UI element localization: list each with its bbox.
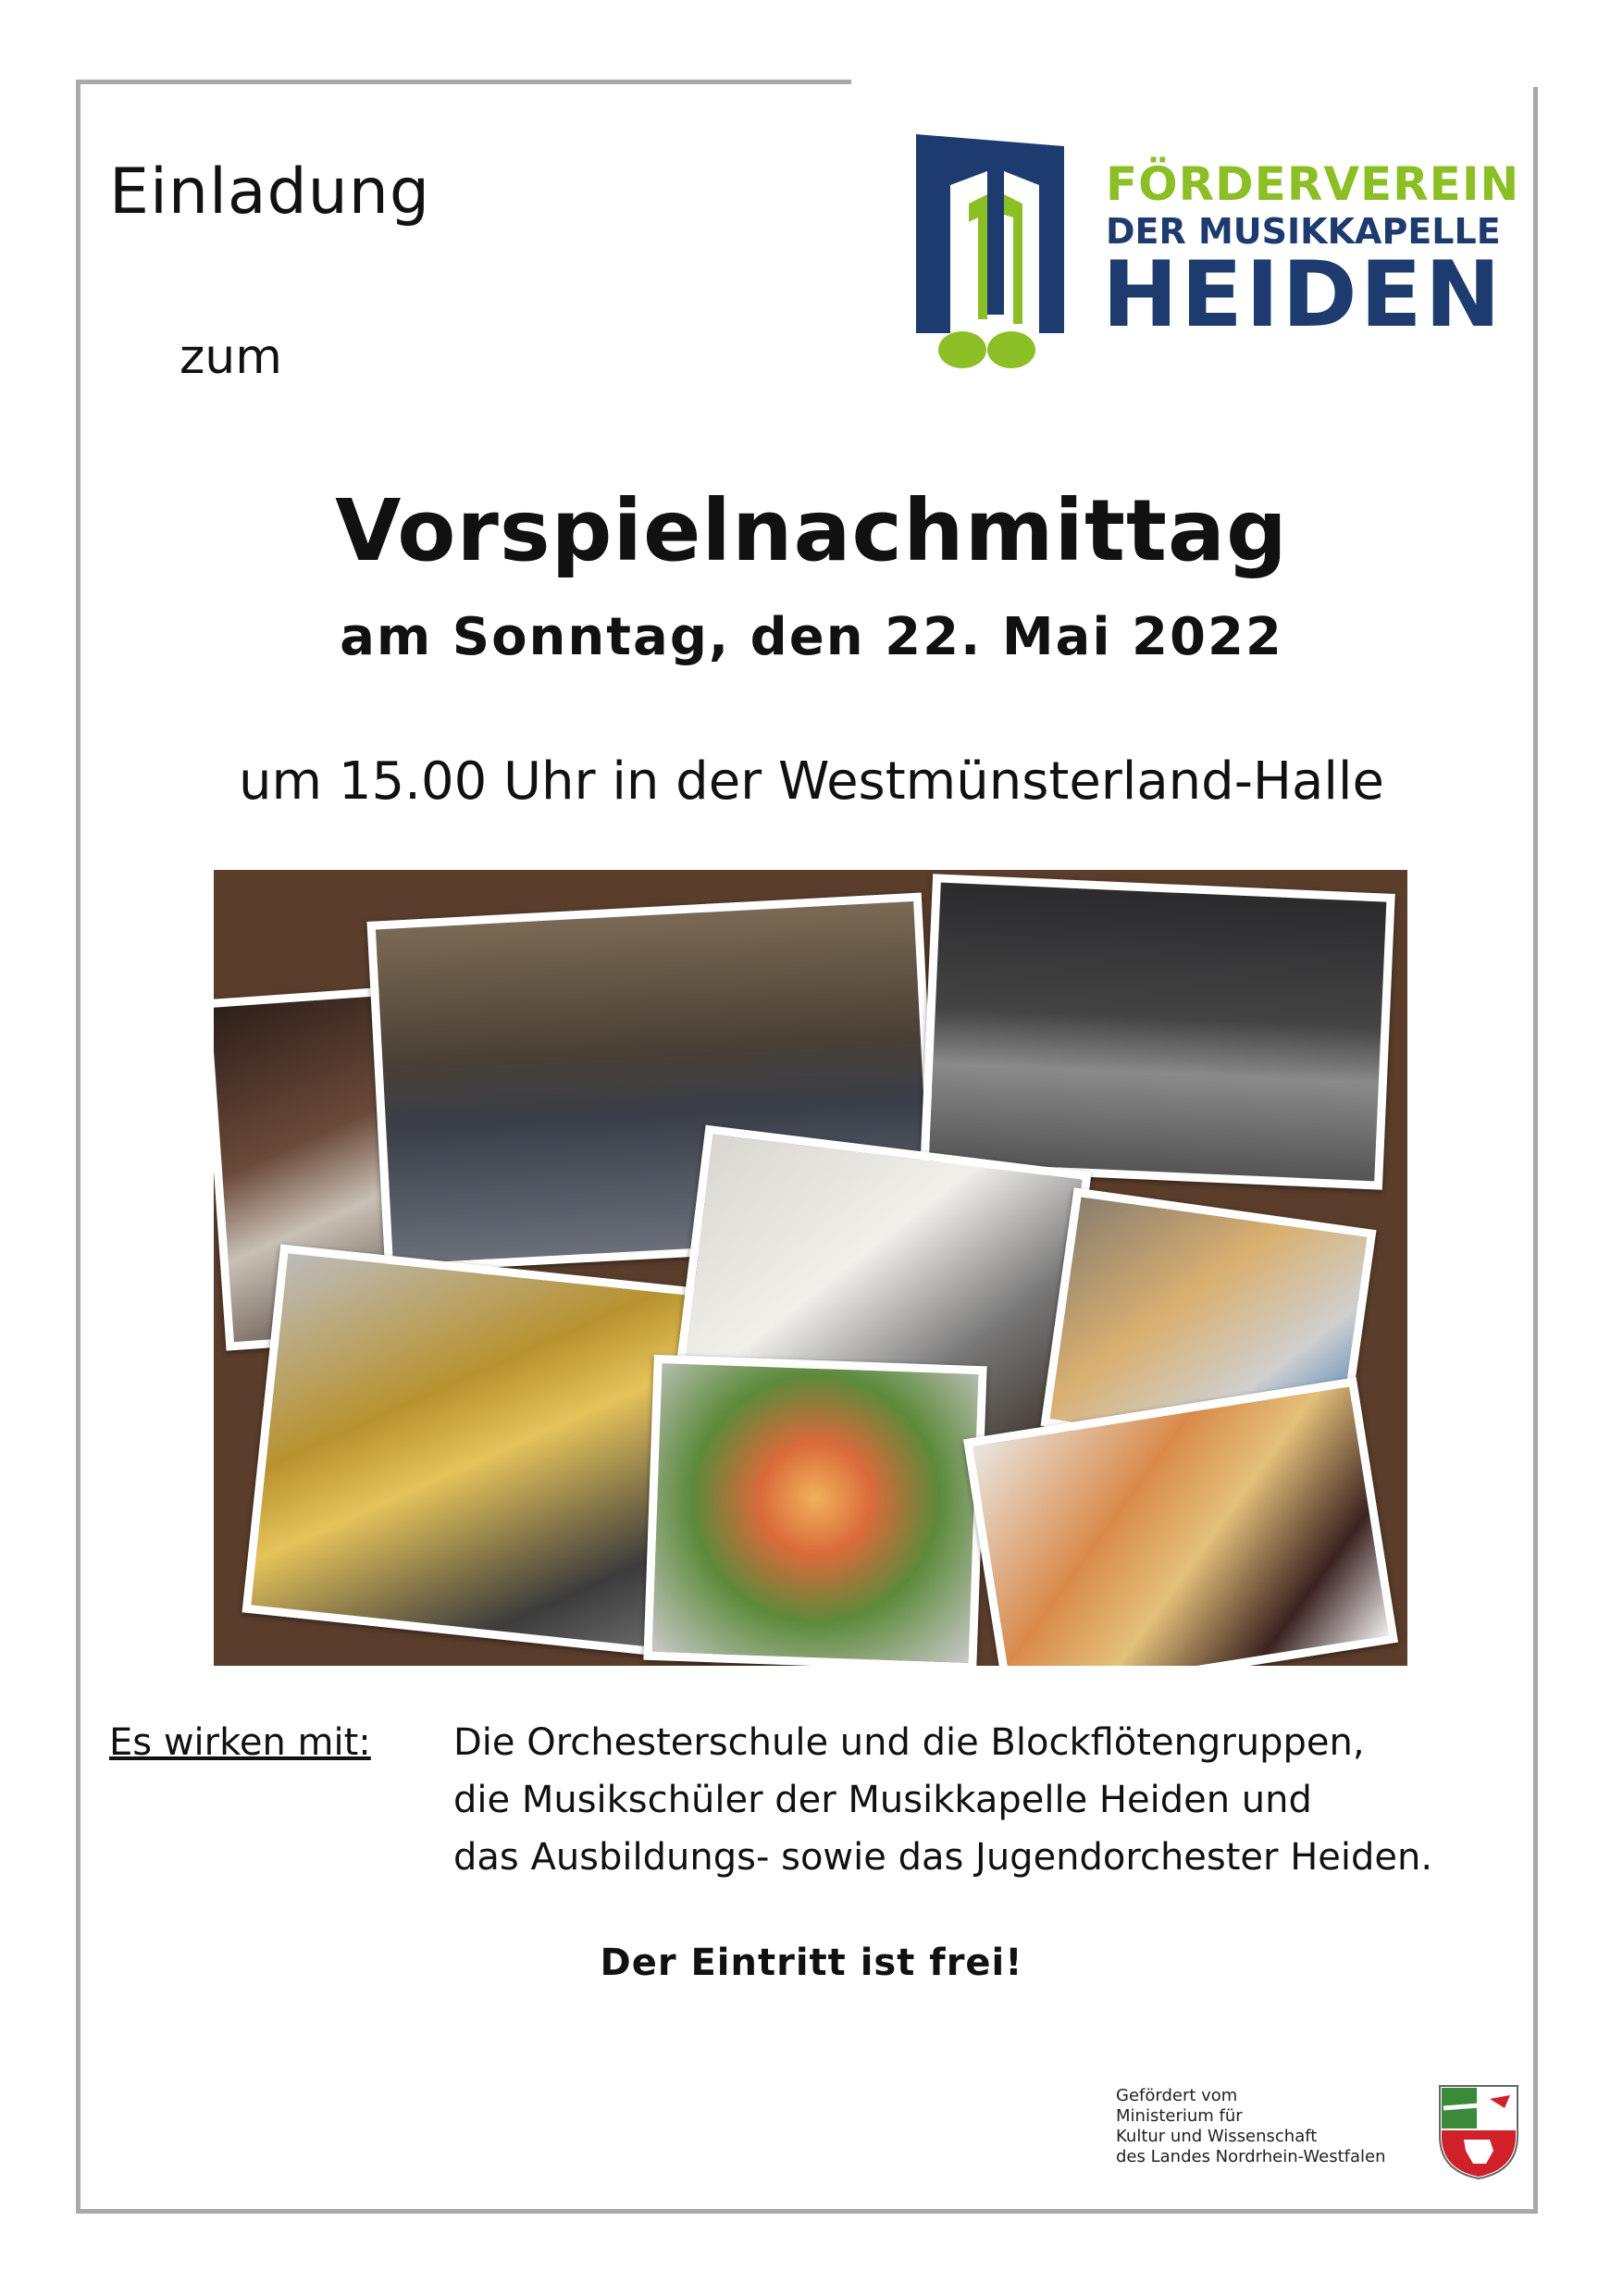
logo-text-line2: DER MUSIKKAPELLE [1106, 211, 1501, 252]
logo-text-line3: HEIDEN [1102, 242, 1504, 348]
event-title: Vorspielnachmittag [335, 481, 1288, 580]
association-logo [911, 130, 1520, 379]
participants-line: Die Orchesterschule und die Blockflötengruppen, [453, 1721, 1365, 1764]
event-date: am Sonntag, den 22. Mai 2022 [340, 607, 1283, 667]
photo-flowers [643, 1355, 986, 1666]
funding-line: des Landes Nordrhein-Westfalen [1116, 2147, 1386, 2166]
music-note-logo-icon [911, 130, 1096, 379]
funding-line: Gefördert vom [1116, 2086, 1238, 2105]
invite-subheading: zum [180, 329, 282, 385]
event-time-place: um 15.00 Uhr in der Westmünsterland-Halle [239, 751, 1384, 812]
participants-line: das Ausbildungs- sowie das Jugendorchester Heiden. [453, 1836, 1433, 1879]
photo-orchestra-stage [920, 874, 1394, 1190]
participants-line: die Musikschüler der Musikkapelle Heiden und [453, 1779, 1312, 1821]
border-gap [851, 76, 1555, 87]
funding-line: Kultur und Wissenschaft [1116, 2127, 1318, 2146]
admission-note: Der Eintritt ist frei! [600, 1942, 1023, 1984]
logo-text-line1: FÖRDERVEREIN [1106, 157, 1520, 211]
funding-line: Ministerium für [1116, 2106, 1243, 2126]
invite-heading: Einladung [109, 155, 431, 229]
participants-label: Es wirken mit: [109, 1721, 371, 1764]
nrw-coat-of-arms-icon [1436, 2082, 1521, 2182]
photo-collage [214, 870, 1407, 1666]
